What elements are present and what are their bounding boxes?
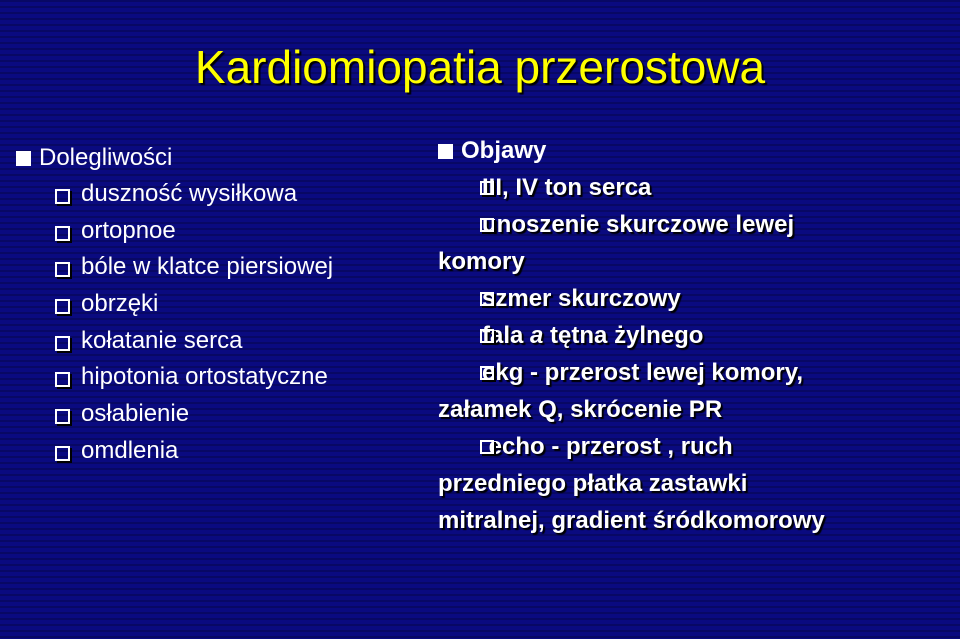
list-item: echo - przerost , ruch przedniego płatka zastawki mitralnej, gradient śródkomorowy — [438, 433, 825, 534]
list-item: szmer skurczowy — [482, 285, 681, 312]
square-bullet-icon — [16, 151, 31, 166]
checkbox-bullet-icon — [480, 440, 494, 454]
list-item: duszność wysiłkowa — [16, 176, 436, 213]
signs-heading-text: Objawy — [461, 137, 547, 164]
list-item: hipotonia ortostatyczne — [16, 359, 436, 396]
signs-heading — [438, 133, 948, 169]
list-item: fala a tętna żylnego — [482, 322, 704, 349]
complaints-list — [16, 176, 436, 470]
checkbox-bullet-icon — [480, 292, 494, 306]
checkbox-bullet-icon — [55, 409, 70, 424]
list-item: omdlenia — [16, 433, 436, 470]
signs-column — [438, 133, 948, 539]
signs-list — [438, 169, 948, 539]
complaints-column — [16, 140, 436, 470]
checkbox-bullet-icon — [55, 446, 70, 461]
list-item: kołatanie serca — [16, 323, 436, 360]
list-item: III, IV ton serca — [482, 174, 652, 201]
checkbox-bullet-icon — [480, 366, 494, 380]
list-item: osłabienie — [16, 396, 436, 433]
list-item: bóle w klatce piersiowej — [16, 249, 436, 286]
list-item: obrzęki — [16, 286, 436, 323]
checkbox-bullet-icon — [55, 226, 70, 241]
list-item: unoszenie skurczowe lewej komory — [438, 211, 795, 275]
square-bullet-icon — [438, 144, 453, 159]
checkbox-bullet-icon — [55, 336, 70, 351]
checkbox-bullet-icon — [55, 299, 70, 314]
checkbox-bullet-icon — [55, 262, 70, 277]
checkbox-bullet-icon — [480, 181, 494, 195]
list-item: ortopnoe — [16, 213, 436, 250]
checkbox-bullet-icon — [480, 329, 494, 343]
slide-title: Kardiomiopatia przerostowa — [194, 41, 766, 93]
checkbox-bullet-icon — [55, 189, 70, 204]
checkbox-bullet-icon — [55, 372, 70, 387]
complaints-heading — [16, 140, 436, 176]
checkbox-bullet-icon — [480, 218, 494, 232]
complaints-heading-text: Dolegliwości — [39, 144, 173, 171]
list-item: ekg - przerost lewej komory, załamek Q, skrócenie PR — [438, 359, 803, 423]
